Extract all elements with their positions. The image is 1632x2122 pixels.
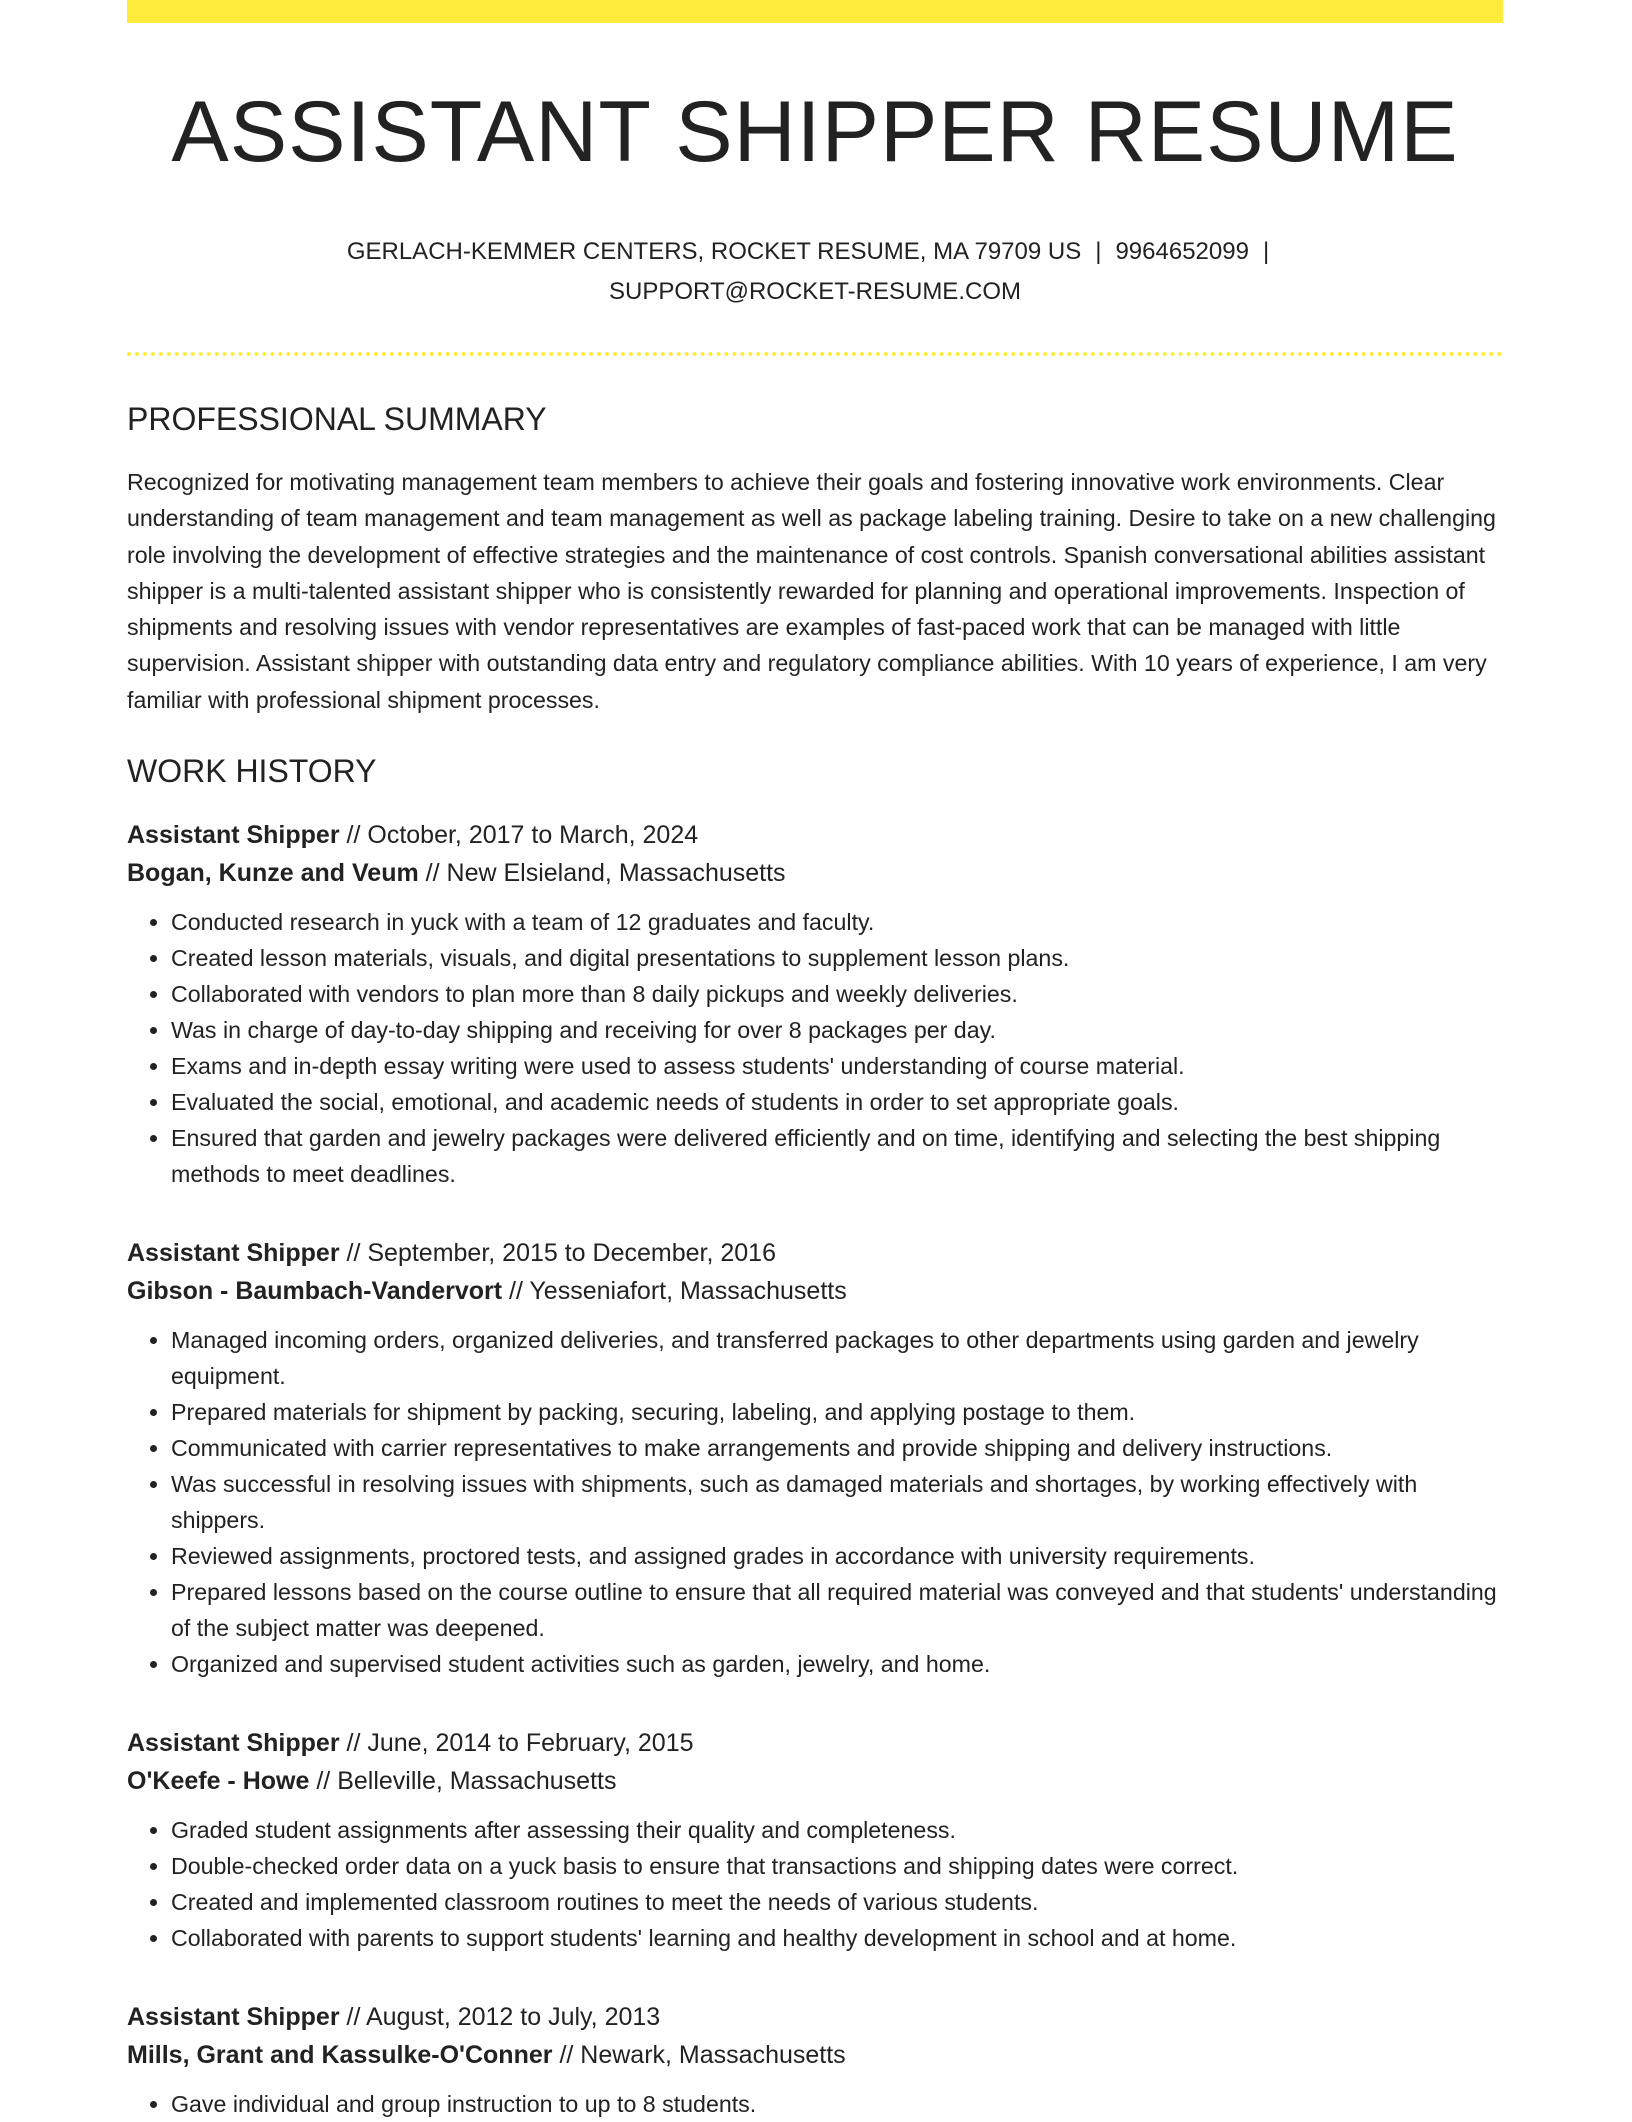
job-bullet: • Conducted research in yuck with a team of 12 graduates and faculty. [171,904,1503,940]
job-bullet: • Was successful in resolving issues with shipments, such as damaged materials and shortages, by working effectively with shippers. [171,1466,1503,1538]
job-divider: // [509,1277,523,1306]
job-bullet: • Managed incoming orders, organized deliveries, and transferred packages to other departments using garden and jewelry equipment. [171,1322,1503,1394]
job-divider: // [346,2003,361,2032]
job-bullet-list [127,2086,1503,2122]
job-divider: // [346,1729,361,1758]
job-bullet: • Graded student assignments after assessing their quality and completeness. [171,1812,1503,1848]
job-company: Gibson - Baumbach-Vandervort [127,1277,503,1306]
contact-separator: | [1095,237,1102,265]
job-bullet: • Evaluated the social, emotional, and academic needs of students in order to set appropriate goals. [171,1084,1503,1120]
job-entry [127,1998,1503,2122]
job-divider: // [425,859,440,888]
job-title: Assistant Shipper [127,1239,340,1268]
contact-line-1 [127,232,1503,272]
job-bullet: • Organized and supervised student activities such as garden, jewelry, and home. [171,1646,1503,1682]
job-bullet: • Collaborated with parents to support students' learning and healthy development in school and at home. [171,1920,1503,1956]
job-bullet: • Was in charge of day-to-day shipping and receiving for over 8 packages per day. [171,1012,1503,1048]
job-title: Assistant Shipper [127,1729,340,1758]
summary-heading: PROFESSIONAL SUMMARY [127,400,547,437]
job-company-line [127,1272,1503,1310]
job-location: Belleville, Massachusetts [337,1767,617,1796]
job-entry [127,1724,1503,1956]
job-divider: // [346,821,361,850]
job-bullet-list [127,1812,1503,1956]
resume-title: ASSISTANT SHIPPER RESUME [171,84,1459,180]
header-divider [127,352,1503,356]
work-history-list [127,816,1503,2122]
job-company: Mills, Grant and Kassulke-O'Conner [127,2041,553,2070]
job-dates: June, 2014 to February, 2015 [367,1729,694,1758]
job-bullet-list [127,904,1503,1192]
job-bullet: • Gave individual and group instruction to up to 8 students. [171,2086,1503,2122]
job-title-line [127,1724,1503,1762]
job-divider: // [316,1767,331,1796]
contact-phone: 9964652099 [1115,237,1249,265]
job-entry [127,816,1503,1192]
contact-address: GERLACH-KEMMER CENTERS, ROCKET RESUME, MA 79709 US [346,237,1082,265]
job-title: Assistant Shipper [127,2003,340,2032]
job-title-line [127,816,1503,854]
job-divider: // [346,1239,361,1268]
job-company-line [127,854,1503,892]
job-bullet: • Created lesson materials, visuals, and digital presentations to supplement lesson plans. [171,940,1503,976]
job-entry [127,1234,1503,1682]
job-bullet: • Communicated with carrier representatives to make arrangements and provide shipping and delivery instructions. [171,1430,1503,1466]
job-title: Assistant Shipper [127,821,340,850]
job-bullet: • Ensured that garden and jewelry packages were delivered efficiently and on time, identifying and selecting the best shipping methods to meet deadlines. [171,1120,1503,1192]
job-title-line [127,1998,1503,2036]
contact-line-2 [127,272,1503,312]
job-bullet: • Exams and in-depth essay writing were used to assess students' understanding of course material. [171,1048,1503,1084]
top-accent-bar [127,0,1503,23]
job-bullet: • Reviewed assignments, proctored tests, and assigned grades in accordance with university requirements. [171,1538,1503,1574]
job-location: New Elsieland, Massachusetts [446,859,786,888]
job-bullet: • Prepared materials for shipment by packing, securing, labeling, and applying postage to them. [171,1394,1503,1430]
job-bullet-list [127,1322,1503,1682]
contact-separator: | [1262,237,1270,265]
job-company: O'Keefe - Howe [127,1767,310,1796]
contact-email: SUPPORT@ROCKET-RESUME.COM [609,277,1021,305]
job-dates: October, 2017 to March, 2024 [367,821,699,850]
work-history-heading: WORK HISTORY [127,753,377,790]
job-bullet: • Prepared lessons based on the course outline to ensure that all required material was conveyed and that students' understanding of the subject matter was deepened. [171,1574,1503,1646]
summary-text: Recognized for motivating management team members to achieve their goals and fostering innovative work environments. Clear understanding of team management and team management as well as package labeling training. Desire to take on a new challenging role involving the development of effective strategies and the maintenance of cost controls. Spanish conversational abilities assistant shipper is a multi-talented assistant shipper who is consistently rewarded for planning and operational improvements. Inspection of shipments and resolving issues with vendor representatives are examples of fast-paced work that can be managed with little supervision. Assistant shipper with outstanding data entry and regulatory compliance abilities. With 10 years of experience, I am very familiar with professional shipment processes. [127,468,1496,713]
job-company: Bogan, Kunze and Veum [127,859,419,888]
job-divider: // [559,2041,574,2070]
job-bullet: • Double-checked order data on a yuck basis to ensure that transactions and shipping dates were correct. [171,1848,1503,1884]
job-bullet: • Collaborated with vendors to plan more than 8 daily pickups and weekly deliveries. [171,976,1503,1012]
job-company-line [127,2036,1503,2074]
job-location: Newark, Massachusetts [580,2041,846,2070]
job-company-line [127,1762,1503,1800]
job-title-line [127,1234,1503,1272]
job-bullet: • Created and implemented classroom routines to meet the needs of various students. [171,1884,1503,1920]
job-dates: September, 2015 to December, 2016 [367,1239,776,1268]
job-dates: August, 2012 to July, 2013 [366,2003,661,2032]
resume-page [127,0,1503,2122]
job-location: Yesseniafort, Massachusetts [529,1277,847,1306]
contact-info [127,232,1503,312]
